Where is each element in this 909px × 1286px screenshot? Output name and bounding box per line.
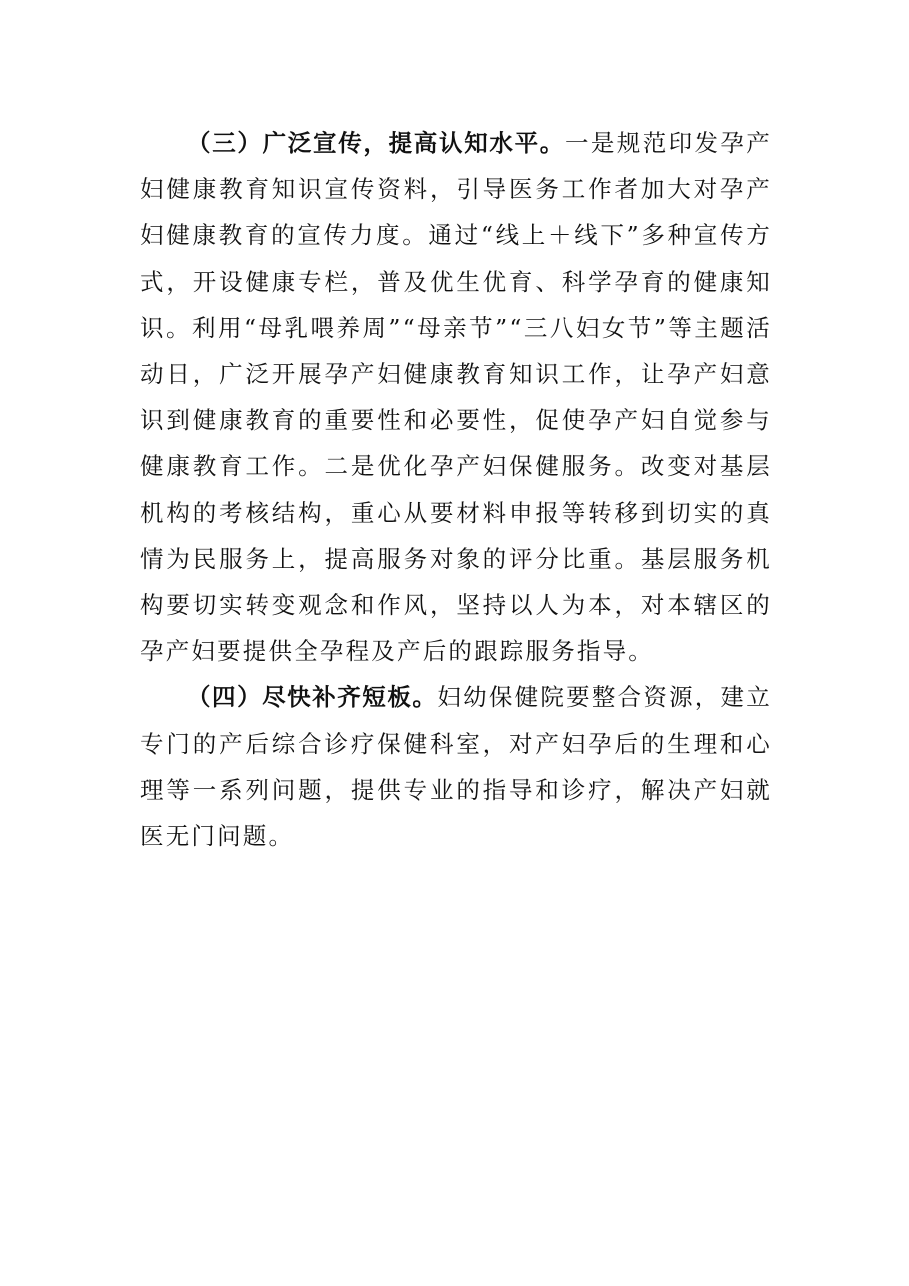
paragraph-heading: （四）尽快补齐短板。 (187, 683, 438, 712)
paragraph-heading: （三）广泛宣传，提高认知水平。 (187, 129, 565, 157)
paragraph-text: 一是规范印发孕产妇健康教育知识宣传资料，引导医务工作者加大对孕产妇健康教育的宣传力度。通过“线上＋线下”多种宣传方式，开设健康专栏，普及优生优育、科学孕育的健康知识。利用“母乳喂养周”“母亲节”“三八妇女节”等主题活动日，广泛开展孕产妇健康教育知识工作，让孕产妇意识到健康教育的重要性和必要性，促使孕产妇自觉参与健康教育工作。二是优化孕产妇保健服务。改变对基层机构的考核结构，重心从要材料申报等转移到切实的真情为民服务上，提高服务对象的评分比重。基层服务机构要切实转变观念和作风，坚持以人为本，对本辖区的孕产妇要提供全孕程及产后的跟踪服务指导。 (140, 129, 772, 666)
paragraph-shortcomings (140, 674, 772, 859)
document-body (140, 120, 772, 859)
paragraph-text: 妇幼保健院要整合资源，建立专门的产后综合诊疗保健科室，对产妇孕后的生理和心理等一系列问题，提供专业的指导和诊疗，解决产妇就医无门问题。 (140, 683, 772, 851)
paragraph-publicity (140, 120, 772, 674)
